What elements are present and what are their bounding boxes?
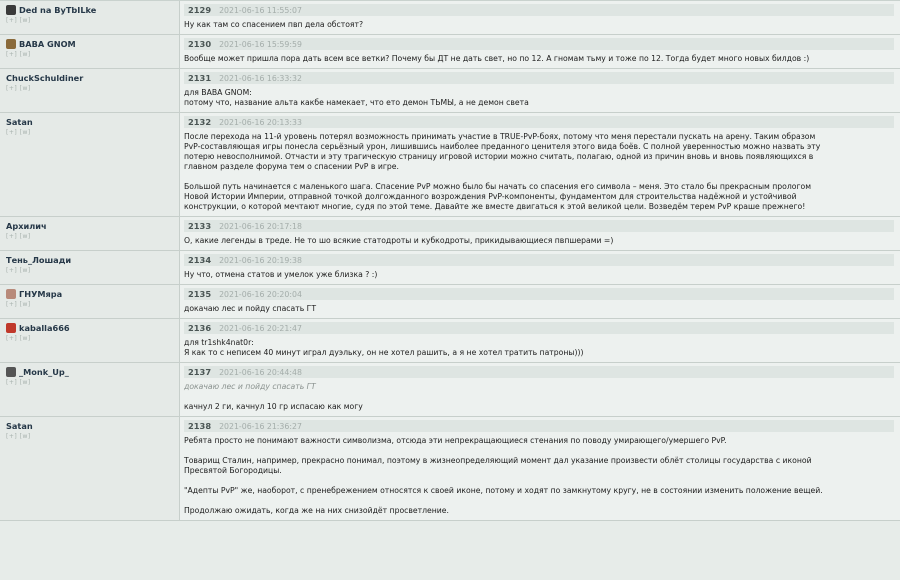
post-header: [184, 420, 894, 432]
author-panel: [0, 363, 180, 416]
forum-post: [0, 1, 900, 35]
author-panel: [0, 251, 180, 284]
author-name-text[interactable]: ChuckSchuldiner: [6, 73, 84, 83]
post-text: [184, 54, 894, 64]
post-text: [184, 382, 894, 412]
text-line: Ребята просто не понимают важности символизма, отсюда эти непрекращающиеся стенания по поводу умирающего/умершего PvP.: [184, 436, 727, 445]
post-number[interactable]: 2135: [188, 289, 212, 299]
text-line: Продолжаю ожидать, когда же на них снизойдёт просветление.: [184, 506, 449, 515]
text-line: О, какие легенды в треде. Не то шо всякие статодроты и кубкодроты, прикидывающиеся пвпшерами =): [184, 236, 614, 245]
post-header: [184, 72, 894, 84]
post-number[interactable]: 2130: [188, 39, 212, 49]
author-name[interactable]: [6, 38, 179, 50]
post-number[interactable]: 2136: [188, 323, 212, 333]
post-date: 2021-06-16 11:55:07: [219, 5, 302, 15]
post-number[interactable]: 2138: [188, 421, 212, 431]
author-name-text[interactable]: Satan: [6, 421, 33, 431]
author-name[interactable]: [6, 420, 179, 432]
post-date: 2021-06-16 20:19:38: [219, 255, 302, 265]
post-header: [184, 220, 894, 232]
post-text: [184, 436, 894, 516]
author-name-text[interactable]: Тень_Лошади: [6, 255, 72, 265]
author-links[interactable]: [+] [w]: [6, 129, 31, 136]
text-line: Большой путь начинается с маленького шага. Спасение PvP можно было бы начать со спасения его символа – меня. Это стало бы прекрасным прологом: [184, 182, 812, 191]
post-date: 2021-06-16 15:59:59: [219, 39, 302, 49]
text-line: PvP-составляющая игры понесла серьёзный урон, лишившись наиболее преданного ценителя этого вида боёв. С полной уверенностью можно назвать эту: [184, 142, 821, 151]
forum-post: [0, 35, 900, 69]
author-panel: [0, 69, 180, 112]
text-line: Ну как там со спасением пвп дела обстоят?: [184, 20, 364, 29]
post-header: [184, 254, 894, 266]
text-line: Ну что, отмена статов и умелок уже близка ? :): [184, 270, 378, 279]
post-header: [184, 116, 894, 128]
post-text: [184, 88, 894, 108]
text-line: Новой Истории Империи, отправной точкой долгожданного возрождения PvP-компоненты, фундаментом для строительства надёжной и устойчивой: [184, 192, 797, 201]
author-panel: [0, 285, 180, 318]
post-body: [180, 319, 900, 362]
author-panel: [0, 319, 180, 362]
author-name-text[interactable]: kaballa666: [19, 323, 70, 333]
post-number[interactable]: 2131: [188, 73, 212, 83]
author-name[interactable]: [6, 254, 179, 266]
author-name[interactable]: [6, 322, 179, 334]
author-name-text[interactable]: Ded na BуTbILke: [19, 5, 97, 15]
post-body: [180, 217, 900, 250]
author-links[interactable]: [+] [w]: [6, 17, 31, 24]
forum-post: [0, 69, 900, 113]
author-panel: [0, 113, 180, 216]
author-name-text[interactable]: Архилич: [6, 221, 47, 231]
author-links[interactable]: [+] [w]: [6, 267, 31, 274]
text-line: Товарищ Сталин, например, прекрасно понимал, поэтому в жизнеопределяющий момент дал указание произвести облёт столицы государства с иконой: [184, 456, 812, 465]
forum-post: [0, 285, 900, 319]
text-line: потерю невосполнимой. Отчасти и эту трагическую страницу игровой истории можно считать, полагаю, одной из причин вновь и вновь появляющихся в: [184, 152, 814, 161]
post-header: [184, 288, 894, 300]
author-name[interactable]: [6, 366, 179, 378]
author-panel: [0, 217, 180, 250]
post-text: [184, 132, 894, 212]
post-text: [184, 236, 894, 246]
quoted-text: докачаю лес и пойду спасать ГТ: [184, 382, 316, 391]
author-links[interactable]: [+] [w]: [6, 85, 31, 92]
post-body: [180, 417, 900, 520]
post-body: [180, 285, 900, 318]
post-date: 2021-06-16 20:13:33: [219, 117, 302, 127]
author-name[interactable]: [6, 288, 179, 300]
text-line: Вообще может пришла пора дать всем все ветки? Почему бы ДТ не дать свет, но по 12. А гномам тьму и тоже по 12. Тогда будет много новых билдов :): [184, 54, 810, 63]
author-name-text[interactable]: ГНУМяра: [19, 289, 63, 299]
avatar-icon: [6, 39, 16, 49]
text-line: качнул 2 ги, качнул 10 гр испасаю как могу: [184, 402, 363, 411]
post-body: [180, 251, 900, 284]
author-links[interactable]: [+] [w]: [6, 379, 31, 386]
post-date: 2021-06-16 20:20:04: [219, 289, 302, 299]
text-line: докачаю лес и пойду спасать ГТ: [184, 304, 317, 313]
post-header: [184, 38, 894, 50]
forum-post: [0, 217, 900, 251]
post-text: [184, 20, 894, 30]
avatar-icon: [6, 323, 16, 333]
post-body: [180, 113, 900, 216]
author-name[interactable]: [6, 116, 179, 128]
post-text: [184, 304, 894, 314]
author-name-text[interactable]: BABA GNOM: [19, 39, 76, 49]
post-number[interactable]: 2137: [188, 367, 212, 377]
text-line: конструкции, о которой мечтают многие, судя по этой теме. Давайте же вместе двигаться к этой великой цели. Возведём терем PvP краше прежнего!: [184, 202, 806, 211]
forum-post: [0, 319, 900, 363]
author-links[interactable]: [+] [w]: [6, 51, 31, 58]
author-panel: [0, 35, 180, 68]
forum-post: [0, 251, 900, 285]
author-name[interactable]: [6, 220, 179, 232]
post-text: [184, 338, 894, 358]
forum-post: [0, 417, 900, 521]
text-line: главном разделе форума тем о спасении PvP в игре.: [184, 162, 399, 171]
author-name[interactable]: [6, 72, 179, 84]
forum-post: [0, 363, 900, 417]
author-name[interactable]: [6, 4, 179, 16]
post-number[interactable]: 2132: [188, 117, 212, 127]
post-date: 2021-06-16 20:17:18: [219, 221, 302, 231]
avatar-icon: [6, 289, 16, 299]
post-date: 2021-06-16 20:44:48: [219, 367, 302, 377]
text-line: потому что, название альта какбе намекает, что ето демон ТЬМЫ, а не демон света: [184, 98, 529, 107]
author-links[interactable]: [+] [w]: [6, 301, 31, 308]
text-line: для tr1shk4nat0r:: [184, 338, 254, 347]
post-date: 2021-06-16 16:33:32: [219, 73, 302, 83]
author-name-text[interactable]: _Monk_Up_: [19, 367, 69, 377]
avatar-icon: [6, 367, 16, 377]
text-line: Я как то с неписем 40 минут играл дуэльку, он не хотел рашить, а я не хотел тратить патроны))): [184, 348, 584, 357]
author-links[interactable]: [+] [w]: [6, 433, 31, 440]
post-body: [180, 363, 900, 416]
author-links[interactable]: [+] [w]: [6, 233, 31, 240]
post-header: [184, 366, 894, 378]
forum-post: [0, 113, 900, 217]
text-line: Пресвятой Богородицы.: [184, 466, 282, 475]
author-panel: [0, 417, 180, 520]
post-body: [180, 1, 900, 34]
post-number[interactable]: 2134: [188, 255, 212, 265]
post-date: 2021-06-16 21:36:27: [219, 421, 302, 431]
post-number[interactable]: 2133: [188, 221, 212, 231]
post-text: [184, 270, 894, 280]
post-number[interactable]: 2129: [188, 5, 212, 15]
text-line: После перехода на 11-й уровень потерял возможность принимать участие в TRUE-PvP-боях, потому что меня перестали пускать на арену. Таким образом: [184, 132, 816, 141]
post-body: [180, 35, 900, 68]
author-links[interactable]: [+] [w]: [6, 335, 31, 342]
avatar-icon: [6, 5, 16, 15]
text-line: "Адепты PvP" же, наоборот, с пренебрежением относятся к своей иконе, потому и ходят по замкнутому кругу, не в состоянии изменить положение вещей.: [184, 486, 823, 495]
post-header: [184, 322, 894, 334]
post-header: [184, 4, 894, 16]
post-body: [180, 69, 900, 112]
author-panel: [0, 1, 180, 34]
author-name-text[interactable]: Satan: [6, 117, 33, 127]
text-line: для BABA GNOM:: [184, 88, 252, 97]
post-date: 2021-06-16 20:21:47: [219, 323, 302, 333]
